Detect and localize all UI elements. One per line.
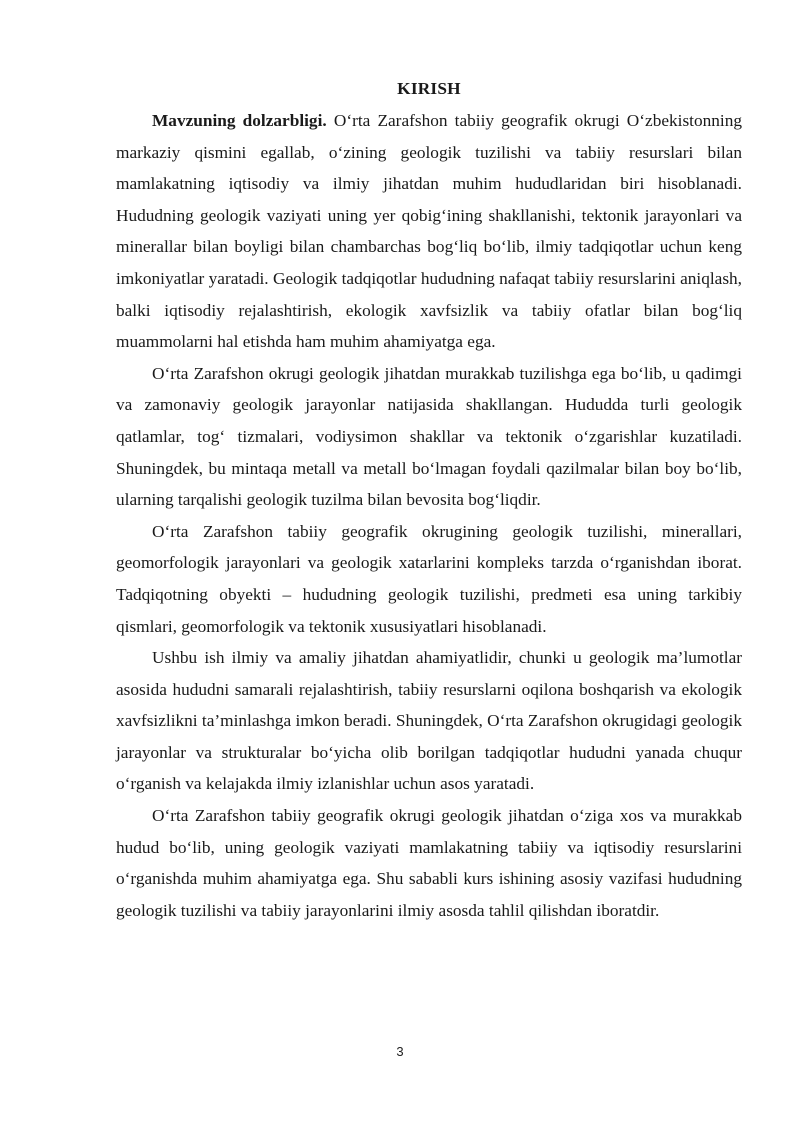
page-number: 3 [396, 1044, 404, 1059]
paragraph: O‘rta Zarafshon tabiiy geografik okrugi geologik jihatdan o‘ziga xos va murakkab hudud bo‘lib, uning geologik vaziyati mamlakatning tabiiy va iqtisodiy resurslarini o‘rganishda muhim ahamiyatga ega. Shu sababli kurs ishining asosiy vazifasi hududning geologik tuzilishi va tabiiy jarayonlarini ilmiy asosda tahlil qilishdan iboratdir. [116, 806, 742, 920]
paragraph-intro [116, 105, 742, 358]
page-title: KIRISH [397, 79, 461, 98]
paragraph: O‘rta Zarafshon tabiiy geografik okrugining geologik tuzilishi, minerallari, geomorfologik jarayonlari va geologik xatarlarini kompleks tarzda o‘rganishdan iborat. Tadqiqotning obyekti – hududning geologik tuzilishi, predmeti esa uning tarkibiy qismlari, geomorfologik va tektonik xususiyatlari hisoblanadi. [116, 521, 742, 636]
paragraph-intro-text: O‘rta Zarafshon tabiiy geografik okrugi O‘zbekistonning markaziy qismini egallab, o‘zining geologik tuzilishi va tabiiy resurslari bilan mamlakatning iqtisodiy va ilmiy jihatdan muhim hududlaridan biri hisoblanadi. Hududning geologik vaziyati uning yer qobig‘ining shakllanishi, tektonik jarayonlari va minerallar bilan boyligi bilan chambarchas bog‘liq bo‘lib, ilmiy tadqiqotlar uchun keng imkoniyatlar yaratadi. Geologik tadqiqotlar hududning nafaqat tabiiy resurslarini aniqlash, balki iqtisodiy rejalashtirish, ekologik xavfsizlik va tabiiy ofatlar bilan bog‘liq muammolarni hal etishda ham muhim ahamiyatga ega. [116, 111, 742, 352]
document-page [116, 72, 742, 926]
paragraph: Ushbu ish ilmiy va amaliy jihatdan ahamiyatlidir, chunki u geologik ma’lumotlar asosida hududni samarali rejalashtirish, tabiiy resurslarni oqilona boshqarish va ekologik xavfsizlikni ta’minlashga imkon beradi. Shuningdek, O‘rta Zarafshon okrugidagi geologik jarayonlar va strukturalar bo‘yicha olib borilgan tadqiqotlar hududni yanada chuqur o‘rganish va kelajakda ilmiy izlanishlar uchun asos yaratadi. [116, 648, 742, 794]
paragraph-lead-heading: Mavzuning dolzarbligi. [152, 111, 327, 130]
paragraph: O‘rta Zarafshon okrugi geologik jihatdan murakkab tuzilishga ega bo‘lib, u qadimgi va zamonaviy geologik jarayonlar natijasida shakllangan. Hududda turli geologik qatlamlar, tog‘ tizmalari, vodiysimon shakllar va tektonik o‘zgarishlar kuzatiladi. Shuningdek, bu mintaqa metall va metall bo‘lmagan foydali qazilmalar bilan boy bo‘lib, ularning tarqalishi geologik tuzilma bilan bevosita bog‘liqdir. [116, 363, 742, 510]
